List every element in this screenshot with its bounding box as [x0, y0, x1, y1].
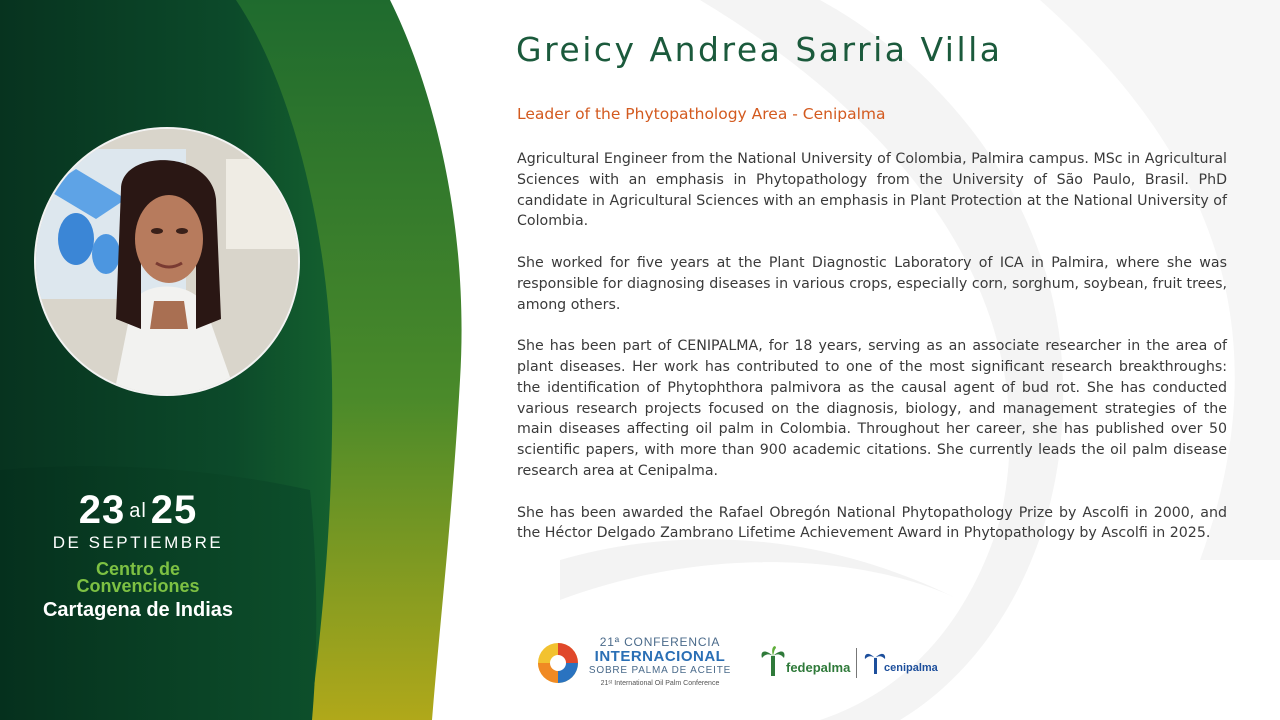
- event-city: Cartagena de Indias: [42, 599, 234, 621]
- conference-line-4: 21ˢᵗ International Oil Palm Conference: [600, 680, 720, 687]
- bio-paragraph: Agricultural Engineer from the National University of Colombia, Palmira campus. MSc in Agricultural Sciences with an emphasis in Phytopathology from the University of São Paulo, Brasil. PhD candidate in Agricultural Sciences with an emphasis in Plant Protection at the National University of Colombia.: [517, 151, 1227, 230]
- event-venue: [0, 561, 276, 595]
- venue-line-2: Convenciones: [76, 576, 200, 596]
- conference-line-2: INTERNACIONAL: [594, 648, 726, 665]
- event-info: [0, 488, 276, 622]
- speaker-name: Greicy Andrea Sarria Villa: [516, 30, 1003, 69]
- conference-wordmark: [585, 636, 735, 688]
- speaker-bio: [517, 149, 1227, 565]
- conference-swirl-icon: [537, 642, 579, 684]
- bio-paragraph: She has been awarded the Rafael Obregón National Phytopathology Prize by Ascolfi in 2000, and the Héctor Delgado Zambrano Lifetime Achievement Award in Phytopathology by Ascolfi in 2025.: [517, 504, 1227, 542]
- conference-logo: [537, 635, 732, 688]
- cenipalma-palm-icon: [864, 648, 886, 674]
- speaker-photo: [34, 127, 300, 396]
- cenipalma-logo-text: cenipalma: [884, 662, 938, 674]
- logo-divider: [856, 648, 857, 678]
- conference-line-3: SOBRE PALMA DE ACEITE: [588, 665, 732, 676]
- speaker-role: Leader of the Phytopathology Area - Cenipalma: [517, 105, 886, 123]
- bio-paragraph: She has been part of CENIPALMA, for 18 years, serving as an associate researcher in the area of plant diseases. Her work has contributed to one of the most significant research breakthroughs: the identification of Phytophthora palmivora as the causal agent of bud rot. She has conducted various research projects focused on the diagnosis, biology, and management strategies of the main diseases affecting oil palm in Colombia. Throughout her career, she has published over 50 scientific papers, with more than 900 academic citations. She currently leads the oil palm disease research area at Cenipalma.: [517, 338, 1227, 479]
- bio-paragraph: She worked for five years at the Plant Diagnostic Laboratory of ICA in Palmira, where she was responsible for diagnosing diseases in various crops, especially corn, sorghum, soybean, fruit trees, among others.: [517, 254, 1227, 313]
- event-month: DE SEPTIEMBRE: [52, 533, 224, 552]
- conference-line-1: 21ª CONFERENCIA: [599, 635, 721, 649]
- day-start: 23: [78, 488, 126, 532]
- event-dates: [0, 488, 276, 533]
- date-connector: al: [129, 500, 147, 522]
- fedepalma-palm-icon: [760, 644, 786, 676]
- venue-line-1: Centro de: [95, 559, 180, 579]
- portrait-image: [36, 129, 298, 394]
- partner-logos: [760, 644, 940, 680]
- day-end: 25: [150, 488, 198, 532]
- fedepalma-logo-text: fedepalma: [786, 660, 851, 675]
